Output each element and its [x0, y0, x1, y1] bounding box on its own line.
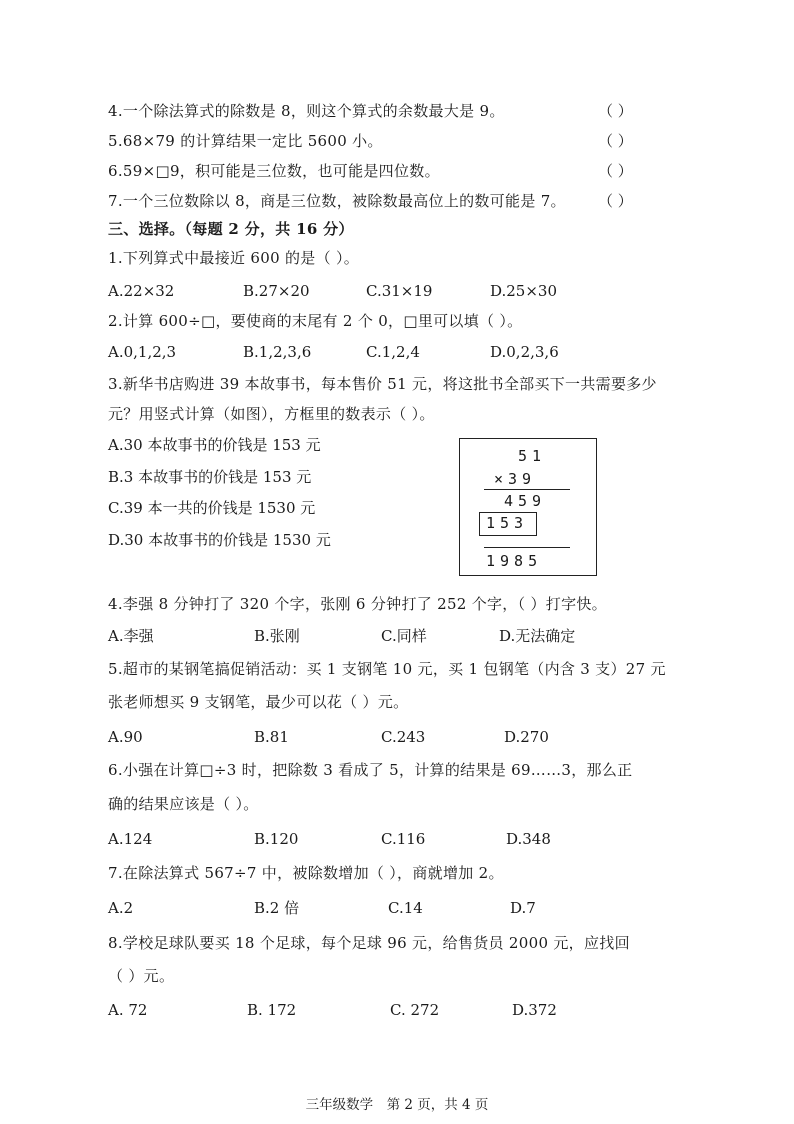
q3-option-d[interactable]: D.30 本故事书的价钱是 1530 元 — [108, 531, 331, 549]
q2-option-a[interactable]: A.0,1,2,3 — [108, 343, 177, 361]
calc-partial-product-2: 153 — [486, 514, 529, 532]
question-5-stem-line-2: 张老师想买 9 支钢笔，最少可以花（ ）元。 — [108, 693, 409, 711]
q5-option-a[interactable]: A.90 — [108, 728, 143, 746]
question-5-stem-line-1: 5.超市的某钢笔搞促销活动：买 1 支钢笔 10 元，买 1 包钢笔（内含 3 支）27 元 — [108, 660, 666, 678]
q8-option-c[interactable]: C. 272 — [390, 1001, 440, 1019]
q5-option-d[interactable]: D.270 — [504, 728, 549, 746]
q6-option-b[interactable]: B.120 — [254, 830, 299, 848]
q7-option-c[interactable]: C.14 — [388, 899, 423, 917]
page-footer: 三年级数学 第 2 页，共 4 页 — [305, 1097, 489, 1113]
q5-option-c[interactable]: C.243 — [381, 728, 426, 746]
question-2-stem: 2.计算 600÷□，要使商的末尾有 2 个 0，□里可以填（ ）。 — [108, 312, 523, 330]
question-8-stem-line-1: 8.学校足球队要买 18 个足球，每个足球 96 元，给售货员 2000 元，应找回 — [108, 934, 630, 952]
question-3-stem-line-1: 3.新华书店购进 39 本故事书，每本售价 51 元，将这批书全部买下一共需要多少 — [108, 375, 657, 393]
q6-option-a[interactable]: A.124 — [108, 830, 153, 848]
q2-option-d[interactable]: D.0,2,3,6 — [490, 343, 559, 361]
judge-item-4: 4.一个除法算式的除数是 8，则这个算式的余数最大是 9。 — [108, 102, 505, 120]
calc-multiplier: ×39 — [494, 470, 537, 488]
q8-option-b[interactable]: B. 172 — [247, 1001, 297, 1019]
judge-item-5: 5.68×79 的计算结果一定比 5600 小。 — [108, 132, 383, 150]
q2-option-b[interactable]: B.1,2,3,6 — [243, 343, 312, 361]
q6-option-c[interactable]: C.116 — [381, 830, 426, 848]
calc-rule-bottom — [484, 547, 570, 548]
q8-option-a[interactable]: A. 72 — [108, 1001, 148, 1019]
q4-option-a[interactable]: A.李强 — [108, 627, 154, 645]
q5-option-b[interactable]: B.81 — [254, 728, 289, 746]
q1-option-b[interactable]: B.27×20 — [243, 282, 310, 300]
question-3-stem-line-2: 元？用竖式计算（如图），方框里的数表示（ ）。 — [108, 405, 435, 423]
question-8-stem-line-2: （ ）元。 — [108, 967, 175, 985]
q7-option-d[interactable]: D.7 — [510, 899, 536, 917]
judge-answer-paren-4[interactable]: （ ） — [598, 102, 633, 120]
question-6-stem-line-2: 确的结果应该是（ ）。 — [108, 795, 259, 813]
question-4-stem: 4.李强 8 分钟打了 320 个字，张刚 6 分钟打了 252 个字，（ ）打字快。 — [108, 595, 607, 613]
judge-answer-paren-5[interactable]: （ ） — [598, 132, 633, 150]
calc-multiplicand: 51 — [518, 447, 547, 465]
q8-option-d[interactable]: D.372 — [512, 1001, 557, 1019]
judge-item-6: 6.59×□9，积可能是三位数，也可能是四位数。 — [108, 162, 440, 180]
judge-answer-paren-6[interactable]: （ ） — [598, 162, 633, 180]
q2-option-c[interactable]: C.1,2,4 — [366, 343, 420, 361]
question-7-stem: 7.在除法算式 567÷7 中，被除数增加（ ），商就增加 2。 — [108, 864, 504, 882]
q3-option-c[interactable]: C.39 本一共的价钱是 1530 元 — [108, 499, 316, 517]
calc-rule-top — [484, 489, 570, 490]
q4-option-d[interactable]: D.无法确定 — [499, 627, 576, 645]
q7-option-a[interactable]: A.2 — [108, 899, 134, 917]
judge-item-7: 7.一个三位数除以 8，商是三位数，被除数最高位上的数可能是 7。 — [108, 192, 566, 210]
q6-option-d[interactable]: D.348 — [506, 830, 551, 848]
q1-option-d[interactable]: D.25×30 — [490, 282, 558, 300]
calc-partial-product-1: 459 — [504, 492, 547, 510]
vertical-calculation-figure — [459, 438, 597, 576]
section-heading: 三、选择。（每题 2 分，共 16 分） — [108, 220, 354, 238]
q4-option-c[interactable]: C.同样 — [381, 627, 427, 645]
q4-option-b[interactable]: B.张刚 — [254, 627, 300, 645]
q3-option-a[interactable]: A.30 本故事书的价钱是 153 元 — [108, 436, 321, 454]
question-1-stem: 1.下列算式中最接近 600 的是（ ）。 — [108, 249, 360, 267]
q3-option-b[interactable]: B.3 本故事书的价钱是 153 元 — [108, 468, 312, 486]
q7-option-b[interactable]: B.2 倍 — [254, 899, 300, 917]
q1-option-a[interactable]: A.22×32 — [108, 282, 175, 300]
calc-product: 1985 — [486, 552, 543, 570]
q1-option-c[interactable]: C.31×19 — [366, 282, 433, 300]
question-6-stem-line-1: 6.小强在计算□÷3 时，把除数 3 看成了 5，计算的结果是 69……3，那么正 — [108, 761, 633, 779]
judge-answer-paren-7[interactable]: （ ） — [598, 192, 633, 210]
